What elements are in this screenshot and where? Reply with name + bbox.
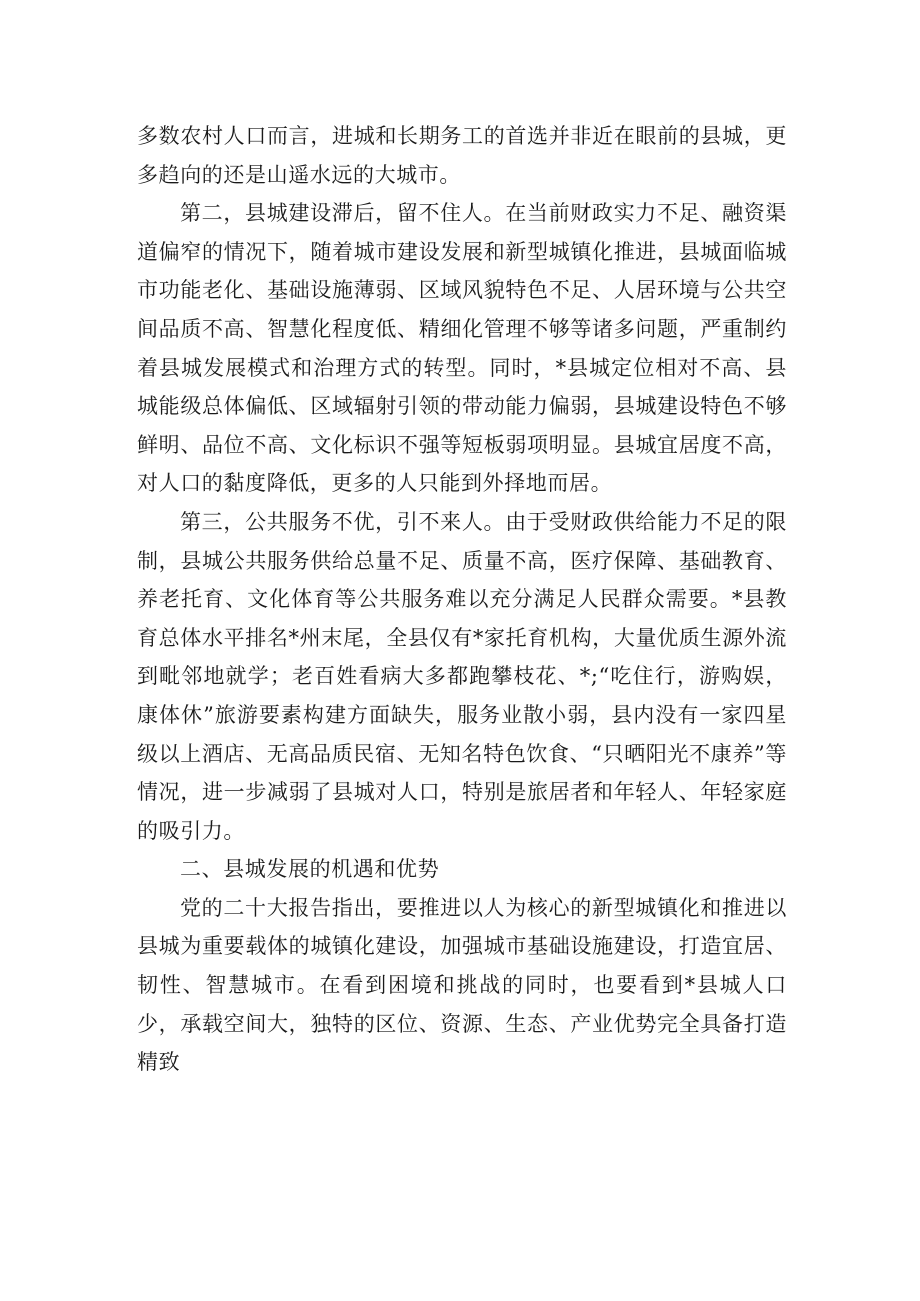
paragraph-opportunities: 党的二十大报告指出，要推进以人为核心的新型城镇化和推进以县城为重要载体的城镇化建设，加强城市基础设施建设，打造宜居、韧性、智慧城市。在看到困境和挑战的同时，也要看到*县城人口少，承载空间大，独特的区位、资源、生态、产业优势完全具备打造精致 [137,895,787,1075]
paragraph-continuation: 多数农村人口而言，进城和长期务工的首选并非近在眼前的县城，更多趋向的还是山遥水远的大城市。 [137,124,787,187]
document-body [137,117,787,1082]
paragraph-county-construction: 第二，县城建设滞后，留不住人。在当前财政实力不足、融资渠道偏窄的情况下，随着城市建设发展和新型城镇化推进，县城面临城市功能老化、基础设施薄弱、区域风貌特色不足、人居环境与公共空间品质不高、智慧化程度低、精细化管理不够等诸多问题，严重制约着县城发展模式和治理方式的转型。同时，*县城定位相对不高、县城能级总体偏低、区域辐射引领的带动能力偏弱，县城建设特色不够鲜明、品位不高、文化标识不强等短板弱项明显。县城宜居度不高，对人口的黏度降低，更多的人只能到外择地而居。 [137,201,787,496]
paragraph-public-services: 第三，公共服务不优，引不来人。由于受财政供给能力不足的限制，县城公共服务供给总量不足、质量不高，医疗保障、基础教育、养老托育、文化体育等公共服务难以充分满足人民群众需要。*县教育总体水平排名*州末尾，全县仅有*家托育机构，大量优质生源外流到毗邻地就学；老百姓看病大多都跑攀枝花、*;“吃住行，游购娱，康体休”旅游要素构建方面缺失，服务业散小弱，县内没有一家四星级以上酒店、无高品质民宿、无知名特色饮食、“只晒阳光不康养”等情况，进一步减弱了县城对人口，特别是旅居者和年轻人、年轻家庭的吸引力。 [137,509,787,843]
section-heading: 二、县城发展的机遇和优势 [180,857,440,882]
